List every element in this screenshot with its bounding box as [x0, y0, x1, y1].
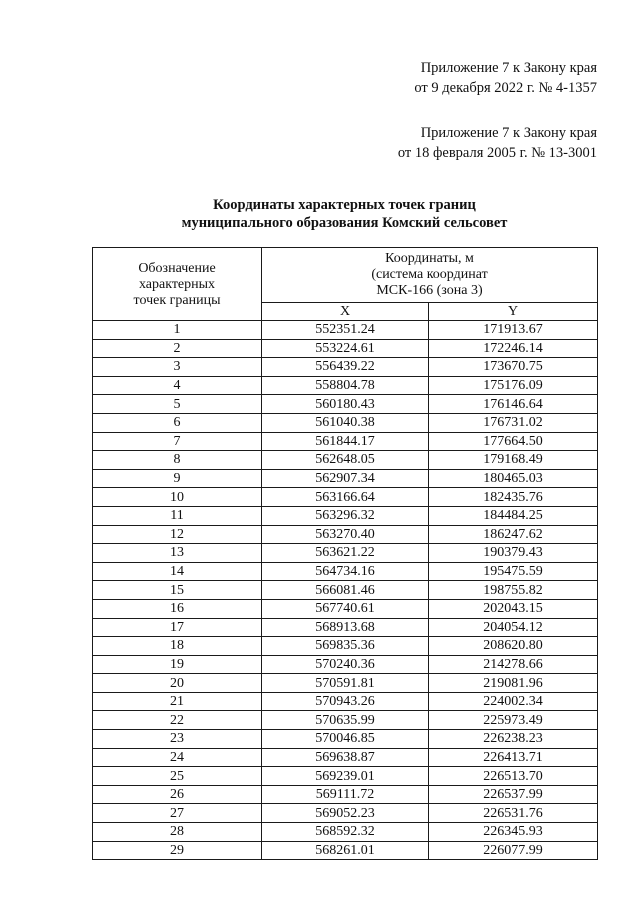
point-number-cell: 24 [93, 748, 262, 767]
point-number-cell: 6 [93, 413, 262, 432]
y-coordinate-cell: 182435.76 [429, 488, 598, 507]
y-coordinate-cell: 177664.50 [429, 432, 598, 451]
point-number-cell: 7 [93, 432, 262, 451]
coords-header-line-1: Координаты, м [385, 251, 474, 266]
table-row [93, 581, 598, 600]
y-coordinate-cell: 224002.34 [429, 692, 598, 711]
table-row [93, 376, 598, 395]
point-number-cell: 23 [93, 730, 262, 749]
point-number-cell: 19 [93, 655, 262, 674]
x-coordinate-cell: 568592.32 [262, 823, 429, 842]
table-row [93, 506, 598, 525]
table-row [93, 841, 598, 860]
appendix-original-line-2: от 18 февраля 2005 г. № 13-3001 [397, 145, 597, 161]
point-header-line-2: характерных [138, 277, 216, 292]
x-coordinate-cell: 560180.43 [262, 395, 429, 414]
x-coordinate-cell: 569239.01 [262, 767, 429, 786]
y-coordinate-cell: 172246.14 [429, 339, 598, 358]
y-coordinate-cell: 202043.15 [429, 599, 598, 618]
table-row [93, 674, 598, 693]
table-row [93, 339, 598, 358]
x-coordinate-cell: 570943.26 [262, 692, 429, 711]
point-number-cell: 4 [93, 376, 262, 395]
x-coordinate-cell: 563166.64 [262, 488, 429, 507]
point-number-cell: 26 [93, 785, 262, 804]
document-title-line-1: Координаты характерных точек границ [213, 197, 476, 213]
appendix-current-law [414, 58, 597, 98]
y-coordinate-cell: 226531.76 [429, 804, 598, 823]
y-coordinate-cell: 180465.03 [429, 469, 598, 488]
y-coordinate-cell: 179168.49 [429, 451, 598, 470]
point-number-cell: 25 [93, 767, 262, 786]
table-row [93, 655, 598, 674]
y-coordinate-cell: 198755.82 [429, 581, 598, 600]
point-number-cell: 15 [93, 581, 262, 600]
point-header-line-1: Обозначение [138, 261, 216, 276]
point-number-cell: 12 [93, 525, 262, 544]
table-row [93, 562, 598, 581]
point-number-cell: 10 [93, 488, 262, 507]
point-number-cell: 13 [93, 544, 262, 563]
table-row [93, 488, 598, 507]
table-row [93, 321, 598, 340]
table-row [93, 413, 598, 432]
x-column-header: X [262, 303, 429, 321]
y-coordinate-cell: 219081.96 [429, 674, 598, 693]
point-number-cell: 5 [93, 395, 262, 414]
y-coordinate-cell: 176731.02 [429, 413, 598, 432]
y-coordinate-cell: 226513.70 [429, 767, 598, 786]
y-coordinate-cell: 226413.71 [429, 748, 598, 767]
y-coordinate-cell: 190379.43 [429, 544, 598, 563]
point-number-cell: 8 [93, 451, 262, 470]
table-row [93, 637, 598, 656]
table-row [93, 730, 598, 749]
x-coordinate-cell: 568913.68 [262, 618, 429, 637]
table-row [93, 451, 598, 470]
point-number-cell: 16 [93, 599, 262, 618]
x-coordinate-cell: 556439.22 [262, 358, 429, 377]
x-coordinate-cell: 569052.23 [262, 804, 429, 823]
point-number-cell: 11 [93, 506, 262, 525]
table-row [93, 711, 598, 730]
coords-header-line-2: (система координат [371, 267, 488, 282]
x-coordinate-cell: 562907.34 [262, 469, 429, 488]
point-number-cell: 17 [93, 618, 262, 637]
point-number-cell: 21 [93, 692, 262, 711]
x-coordinate-cell: 563621.22 [262, 544, 429, 563]
y-coordinate-cell: 226077.99 [429, 841, 598, 860]
y-coordinate-cell: 186247.62 [429, 525, 598, 544]
point-number-cell: 20 [93, 674, 262, 693]
coordinates-table [92, 247, 598, 860]
y-coordinate-cell: 225973.49 [429, 711, 598, 730]
coordinates-table-body [93, 321, 598, 860]
appendix-current-line-1: Приложение 7 к Закону края [420, 60, 597, 76]
point-number-cell: 18 [93, 637, 262, 656]
x-coordinate-cell: 569111.72 [262, 785, 429, 804]
table-row [93, 785, 598, 804]
table-row [93, 395, 598, 414]
table-row [93, 823, 598, 842]
table-row [93, 748, 598, 767]
y-coordinate-cell: 175176.09 [429, 376, 598, 395]
table-row [93, 599, 598, 618]
coords-header-line-3: МСК-166 (зона 3) [376, 283, 483, 298]
y-coordinate-cell: 171913.67 [429, 321, 598, 340]
table-row [93, 358, 598, 377]
point-number-cell: 28 [93, 823, 262, 842]
point-designation-header [93, 248, 262, 321]
table-row [93, 544, 598, 563]
appendix-current-line-2: от 9 декабря 2022 г. № 4-1357 [414, 80, 597, 96]
x-coordinate-cell: 563270.40 [262, 525, 429, 544]
x-coordinate-cell: 561844.17 [262, 432, 429, 451]
x-coordinate-cell: 569638.87 [262, 748, 429, 767]
coordinates-header [262, 248, 598, 303]
x-coordinate-cell: 558804.78 [262, 376, 429, 395]
table-header-row [93, 248, 598, 303]
y-coordinate-cell: 226537.99 [429, 785, 598, 804]
table-row [93, 804, 598, 823]
point-header-line-3: точек границы [133, 293, 221, 308]
table-row [93, 469, 598, 488]
x-coordinate-cell: 570046.85 [262, 730, 429, 749]
table-row [93, 525, 598, 544]
point-number-cell: 22 [93, 711, 262, 730]
document-title [92, 196, 597, 232]
document-title-line-2: муниципального образования Комский сельсовет [181, 215, 508, 231]
point-number-cell: 9 [93, 469, 262, 488]
x-coordinate-cell: 570591.81 [262, 674, 429, 693]
table-row [93, 692, 598, 711]
x-coordinate-cell: 561040.38 [262, 413, 429, 432]
x-coordinate-cell: 552351.24 [262, 321, 429, 340]
x-coordinate-cell: 570635.99 [262, 711, 429, 730]
x-coordinate-cell: 553224.61 [262, 339, 429, 358]
y-coordinate-cell: 195475.59 [429, 562, 598, 581]
x-coordinate-cell: 562648.05 [262, 451, 429, 470]
y-coordinate-cell: 226238.23 [429, 730, 598, 749]
x-coordinate-cell: 566081.46 [262, 581, 429, 600]
x-coordinate-cell: 567740.61 [262, 599, 429, 618]
x-coordinate-cell: 564734.16 [262, 562, 429, 581]
y-coordinate-cell: 176146.64 [429, 395, 598, 414]
table-row [93, 618, 598, 637]
appendix-original-line-1: Приложение 7 к Закону края [420, 125, 597, 141]
y-column-header: Y [429, 303, 598, 321]
appendix-original-law [398, 123, 597, 163]
y-coordinate-cell: 184484.25 [429, 506, 598, 525]
y-coordinate-cell: 208620.80 [429, 637, 598, 656]
point-number-cell: 14 [93, 562, 262, 581]
point-number-cell: 3 [93, 358, 262, 377]
point-number-cell: 1 [93, 321, 262, 340]
x-coordinate-cell: 563296.32 [262, 506, 429, 525]
point-number-cell: 29 [93, 841, 262, 860]
table-row [93, 767, 598, 786]
y-coordinate-cell: 204054.12 [429, 618, 598, 637]
x-coordinate-cell: 570240.36 [262, 655, 429, 674]
y-coordinate-cell: 226345.93 [429, 823, 598, 842]
y-coordinate-cell: 173670.75 [429, 358, 598, 377]
x-coordinate-cell: 568261.01 [262, 841, 429, 860]
table-row [93, 432, 598, 451]
y-coordinate-cell: 214278.66 [429, 655, 598, 674]
x-coordinate-cell: 569835.36 [262, 637, 429, 656]
point-number-cell: 2 [93, 339, 262, 358]
point-number-cell: 27 [93, 804, 262, 823]
